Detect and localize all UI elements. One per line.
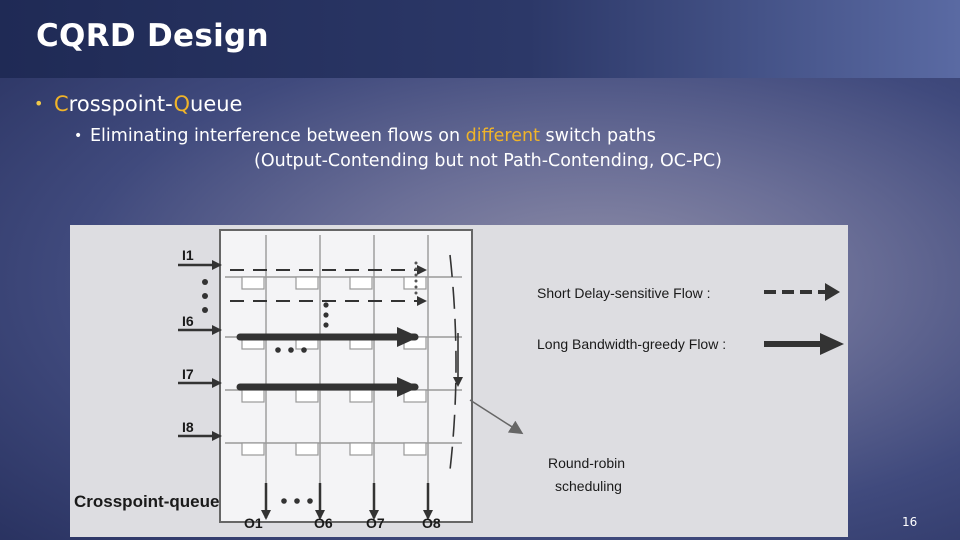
output-label-o8: O8 <box>422 515 441 531</box>
legend-solid-arrowhead <box>820 333 844 355</box>
bullet-crosspoint-queue <box>34 92 242 116</box>
crosspoint-queue-label: Crosspoint-queue <box>74 492 220 511</box>
annotation-scheduling: scheduling <box>555 478 622 494</box>
ellipsis-icon <box>323 302 328 327</box>
output-label-o7: O7 <box>366 515 385 531</box>
slide-title: CQRD Design <box>36 18 269 54</box>
input-arrows <box>178 265 220 436</box>
crosspoint-queue-figure <box>70 225 848 537</box>
ellipsis-icon <box>202 279 208 313</box>
bullet2-line2: (Output-Contending but not Path-Contending, OC-PC) <box>254 151 722 171</box>
bullet2-highlight: different <box>465 126 540 146</box>
bullet-dot-icon: • <box>34 94 44 113</box>
ellipsis-icon <box>275 347 307 353</box>
annotation-arrow <box>470 400 520 432</box>
input-label-i1: I1 <box>182 247 194 263</box>
bullet2-after: switch paths <box>539 126 656 146</box>
bullet-dot-icon: • <box>74 128 83 144</box>
legend-short-flow: Short Delay-sensitive Flow : <box>537 285 711 301</box>
output-label-o6: O6 <box>314 515 333 531</box>
bullet-eliminating-interference <box>74 124 722 174</box>
bullet1-letter-c: C <box>54 92 69 116</box>
output-label-o1: O1 <box>244 515 263 531</box>
bullet1-text-1: rosspoint- <box>68 92 174 116</box>
input-label-i6: I6 <box>182 313 194 329</box>
input-label-i8: I8 <box>182 419 194 435</box>
crossbar-diagram <box>70 225 848 537</box>
bullet2-before: Eliminating interference between flows on <box>90 126 466 146</box>
legend-long-flow: Long Bandwidth-greedy Flow : <box>537 336 727 352</box>
switch-fabric <box>220 230 472 522</box>
legend-dashed-arrowhead <box>825 283 840 301</box>
bullet1-letter-q: Q <box>173 92 191 116</box>
page-number: 16 <box>902 515 918 529</box>
bullet1-text-2: ueue <box>190 92 243 116</box>
ellipsis-icon <box>281 498 313 504</box>
annotation-round-robin: Round-robin <box>548 455 626 471</box>
input-label-i7: I7 <box>182 366 194 382</box>
